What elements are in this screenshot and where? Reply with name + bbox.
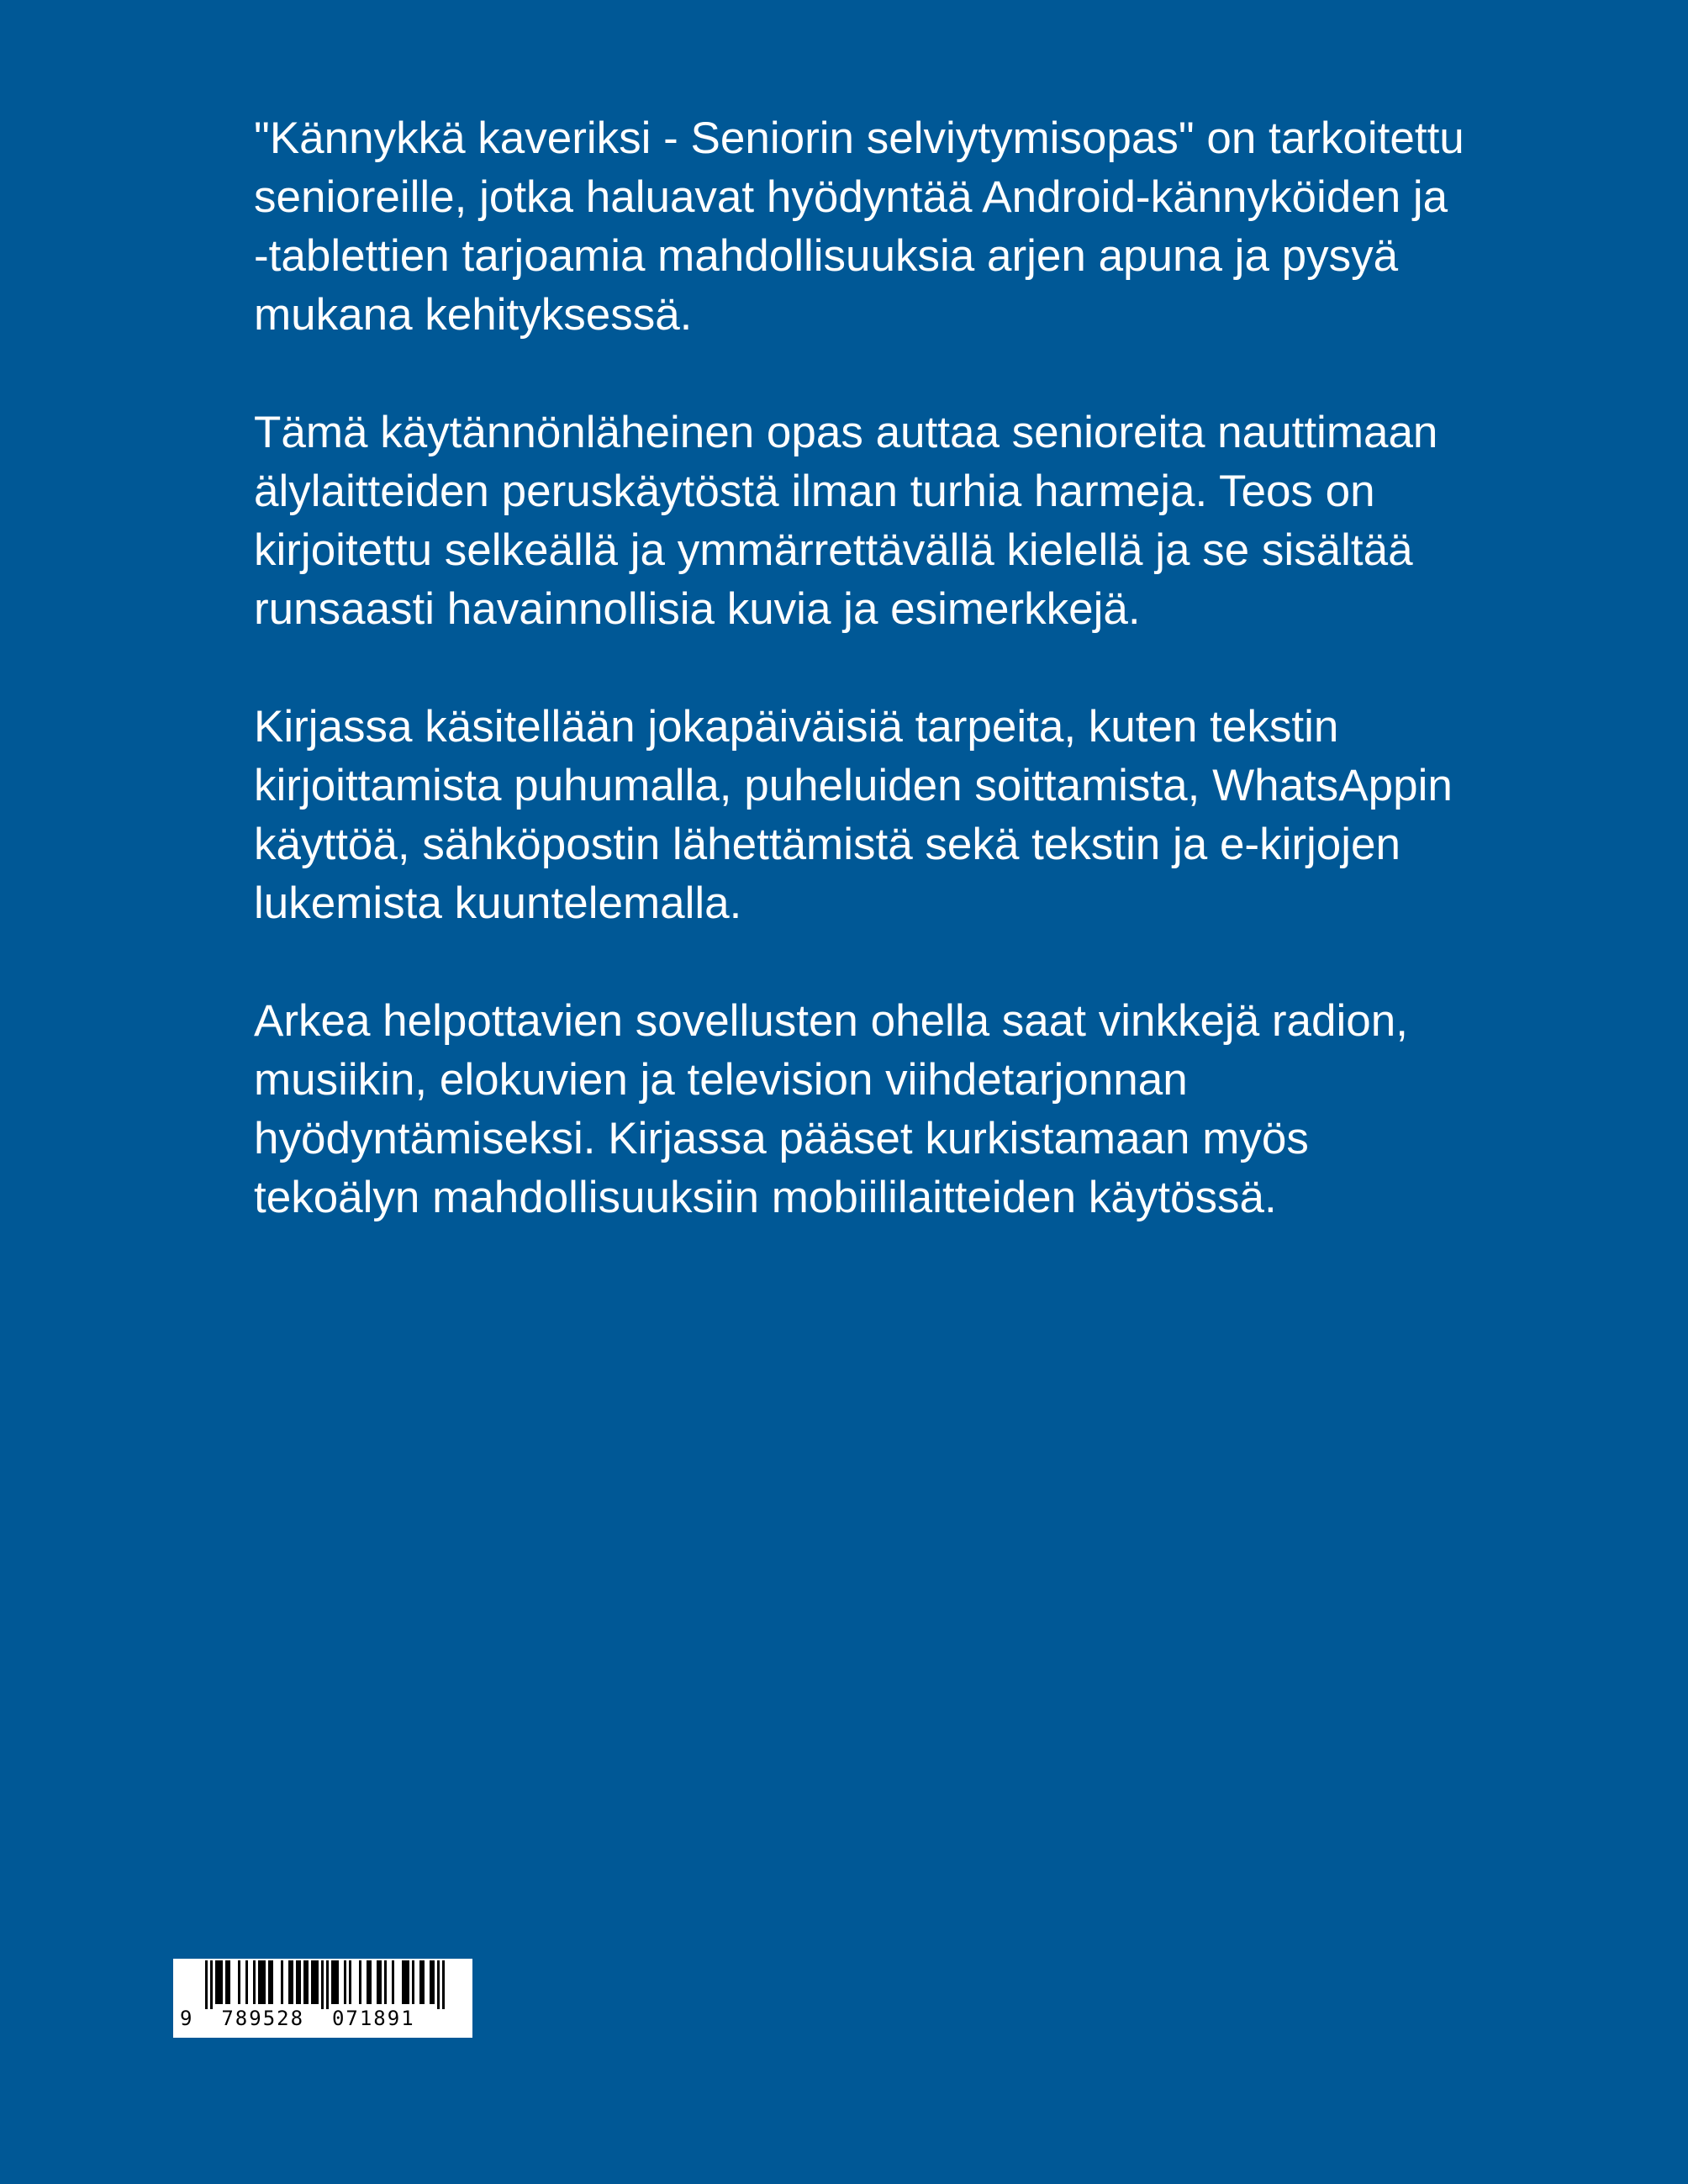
- blurb-paragraph-3: Kirjassa käsitellään jokapäiväisiä tarpeita, kuten tekstin kirjoittamista puhumalla, puheluiden soittamista, WhatsAppin käyttöä, sähköpostin lähettämistä sekä tekstin ja e-kirjojen lukemista kuuntelemalla.: [254, 702, 1453, 928]
- barcode-bar: [369, 1960, 372, 2004]
- barcode-bar: [281, 1960, 283, 2004]
- barcode-bar: [238, 1960, 240, 2004]
- barcode-bar: [210, 1960, 213, 2009]
- barcode-bar: [220, 1960, 223, 2004]
- barcode-bar: [377, 1960, 379, 2004]
- barcode-bar: [321, 1960, 324, 2009]
- barcode-bar: [407, 1960, 409, 2004]
- barcode-bar: [215, 1960, 218, 2004]
- blurb-paragraph-2: Tämä käytännönläheinen opas auttaa senioreita nauttimaan älylaitteiden peruskäytöstä ilman turhia harmeja. Teos on kirjoitettu selkeällä ja ymmärrettävällä kielellä ja se sisältää runsaasti havainnollisia kuvia ja esimerkkejä.: [254, 408, 1438, 634]
- barcode-bar: [349, 1960, 351, 2004]
- barcode-bar: [402, 1960, 404, 2004]
- barcode-bar: [432, 1960, 435, 2004]
- blurb-paragraph-1: "Kännykkä kaveriksi - Seniorin selviytymisopas" on tarkoitettu senioreille, jotka haluavat hyödyntää Android-kännyköiden ja -tablettien tarjoamia mahdollisuuksia arjen apuna ja pysyä mukana kehityksessä.: [254, 113, 1464, 340]
- barcode-bar: [392, 1960, 394, 2004]
- barcode-bar: [306, 1960, 309, 2004]
- barcode-bar: [422, 1960, 425, 2004]
- barcode-bar: [359, 1960, 361, 2004]
- barcode-bar: [263, 1960, 266, 2004]
- barcode-bar: [311, 1960, 314, 2004]
- barcode-bar: [419, 1960, 422, 2004]
- barcode-bar: [412, 1960, 414, 2004]
- barcode-bar: [367, 1960, 369, 2004]
- barcode-bar: [326, 1960, 329, 2009]
- barcode-bar: [379, 1960, 382, 2004]
- barcode-bar: [225, 1960, 228, 2004]
- barcode-bar: [271, 1960, 273, 2004]
- barcode-bar: [245, 1960, 248, 2004]
- barcode-bar: [298, 1960, 301, 2004]
- isbn-barcode: [173, 1959, 472, 2038]
- barcode-digits: 9 789528 071891: [180, 2007, 415, 2030]
- barcode-bar: [228, 1960, 230, 2004]
- barcode-bar: [261, 1960, 263, 2004]
- barcode-bar: [288, 1960, 291, 2004]
- barcode-bar: [331, 1960, 334, 2004]
- blurb-text: [254, 109, 1473, 1286]
- barcode-bar: [205, 1960, 208, 2009]
- barcode-bar: [268, 1960, 271, 2004]
- barcode-bar: [258, 1960, 261, 2004]
- barcode-bar: [303, 1960, 306, 2004]
- barcode-bar: [316, 1960, 319, 2004]
- barcode-bar: [253, 1960, 256, 2004]
- barcode-bar: [344, 1960, 346, 2004]
- blurb-paragraph-4: Arkea helpottavien sovellusten ohella saat vinkkejä radion, musiikin, elokuvien ja television viihdetarjonnan hyödyntämiseksi. Kirjassa pääset kurkistamaan myös tekoälyn mahdollisuuksiin mobiililaitteiden käytössä.: [254, 996, 1408, 1222]
- barcode-bar: [437, 1960, 440, 2009]
- barcode-bar: [336, 1960, 339, 2004]
- barcode-bar: [218, 1960, 220, 2004]
- barcode-bar: [334, 1960, 336, 2004]
- barcode-bar: [314, 1960, 316, 2004]
- barcode-bar: [296, 1960, 298, 2004]
- barcode-bar: [404, 1960, 407, 2004]
- barcode-bar: [430, 1960, 432, 2004]
- barcode-bar: [442, 1960, 445, 2009]
- barcode-bar: [291, 1960, 293, 2004]
- barcode-bar: [384, 1960, 387, 2004]
